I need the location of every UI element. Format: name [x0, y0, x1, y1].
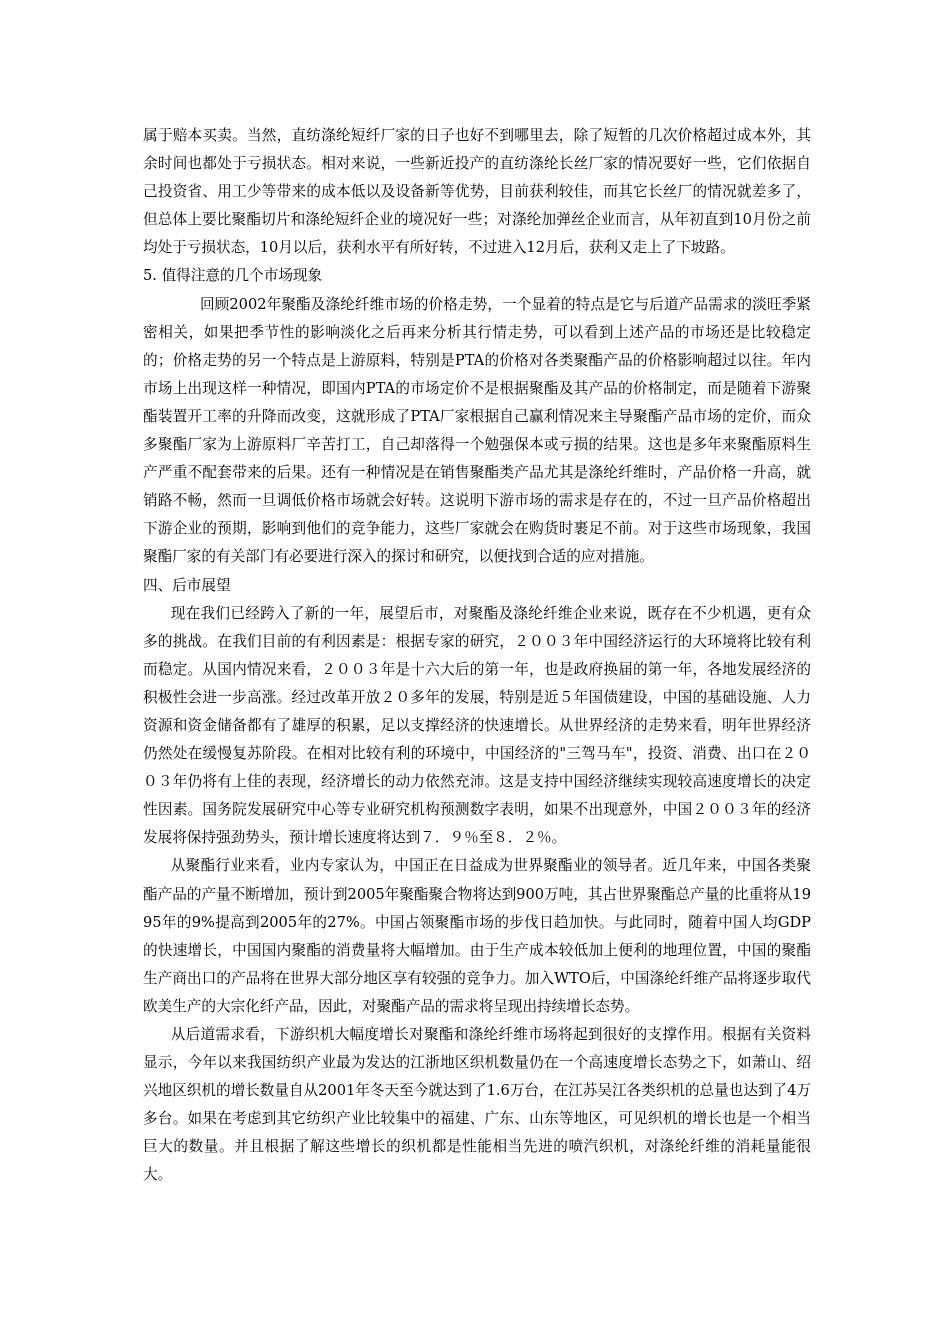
paragraph-polyester-industry: 从聚酯行业来看，业内专家认为，中国正在日益成为世界聚酯业的领导者。近几年来，中国各类聚酯产品的产量不断增加，预计到2005年聚酯聚合物将达到900万吨，其占世界聚酯总产量的比重将从1995年的9%提高到2005年的27%。中国占领聚酯市场的步伐日趋加快。与此同时，随着中国人均GDP的快速增长，中国国内聚酯的消费量将大幅增加。由于生产成本较低加上便利的地理位置，中国的聚酯生产商出口的产品将在世界大部分地区享有较强的竞争力。加入WTO后，中国涤纶纤维产品将逐步取代欧美生产的大宗化纤产品，因此，对聚酯产品的需求将呈现出持续增长态势。 [143, 857, 811, 1015]
section-heading-5: 5. 值得注意的几个市场现象 [143, 267, 323, 285]
paragraph-outlook-economy: 现在我们已经跨入了新的一年，展望后市，对聚酯及涤纶纤维企业来说，既存在不少机遇，更有众多的挑战。在我们目前的有利因素是：根据专家的研究，２００３年中国经济运行的大环境将比较有利而稳定。从国内情况来看，２００３年是十六大后的第一年，也是政府换届的第一年，各地发展经济的积极性会进一步高涨。经过改革开放２０多年的发展，特别是近５年国债建设，中国的基础设施、人力资源和资金储备都有了雄厚的积累，足以支撑经济的快速增长。从世界经济的走势来看，明年世界经济仍然处在缓慢复苏阶段。在相对比较有利的环境中，中国经济的"三驾马车"，投资、消费、出口在２００３年仍将有上佳的表现，经济增长的动力依然充沛。这是支持中国经济继续实现较高速度增长的决定性因素。国务院发展研究中心等专业研究机构预测数字表明，如果不出现意外，中国２００３年的经济发展将保持强劲势头，预计增长速度将达到７．９％至８．２％。 [143, 604, 811, 847]
section-heading-outlook: 四、后市展望 [143, 576, 231, 594]
paragraph-downstream-demand: 从后道需求看，下游织机大幅度增长对聚酯和涤纶纤维市场将起到很好的支撑作用。根据有关资料显示，今年以来我国纺织产业最为发达的江浙地区织机数量仍在一个高速度增长态势之下，如萧山、绍兴地区织机的增长数量自从2001年冬天至今就达到了1.6万台，在江苏吴江各类织机的总量也达到了4万多台。如果在考虑到其它纺织产业比较集中的福建、广东、山东等地区，可见织机的增长也是一个相当巨大的数量。并且根据了解这些增长的织机都是性能相当先进的喷汽织机，对涤纶纤维的消耗量能很大。 [143, 1026, 811, 1184]
paragraph-continuation: 属于赔本买卖。当然，直纺涤纶短纤厂家的日子也好不到哪里去，除了短暂的几次价格超过成本外，其余时间也都处于亏损状态。相对来说，一些新近投产的直纺涤纶长丝厂家的情况要好一些，它们依据自己投资省、用工少等带来的成本低以及设备新等优势，目前获利较佳，而其它长丝厂的情况就差多了，但总体上要比聚酯切片和涤纶短纤企业的境况好一些；对涤纶加弹丝企业而言，从年初直到10月份之前均处于亏损状态，10月以后，获利水平有所好转，不过进入12月后，获利又走上了下坡路。 [143, 127, 811, 257]
paragraph-review-2002: 回顾2002年聚酯及涤纶纤维市场的价格走势，一个显着的特点是它与后道产品需求的淡旺季紧密相关，如果把季节性的影响淡化之后再来分析其行情走势，可以看到上述产品的市场还是比较稳定的；价格走势的另一个特点是上游原料，特别是PTA的价格对各类聚酯产品的价格影响超过以往。年内市场上出现这样一种情况，即国内PTA的市场定价不是根据聚酯及其产品的价格制定，而是随着下游聚酯装置开工率的升降而改变，这就形成了PTA厂家根据自己赢利情况来主导聚酯产品市场的定价，而众多聚酯厂家为上游原料厂辛苦打工，自己却落得一个勉强保本或亏损的结果。这也是多年来聚酯原料生产严重不配套带来的后果。还有一种情况是在销售聚酯类产品尤其是涤纶纤维时，产品价格一升高，就销路不畅，然而一旦调低价格市场就会好转。这说明下游市场的需求是存在的，不过一旦产品价格超出下游企业的预期，影响到他们的竞争能力，这些厂家就会在购货时裹足不前。对于这些市场现象，我国聚酯厂家的有关部门有必要进行深入的探讨和研究，以便找到合适的应对措施。 [143, 295, 811, 566]
document-body [143, 122, 811, 1190]
